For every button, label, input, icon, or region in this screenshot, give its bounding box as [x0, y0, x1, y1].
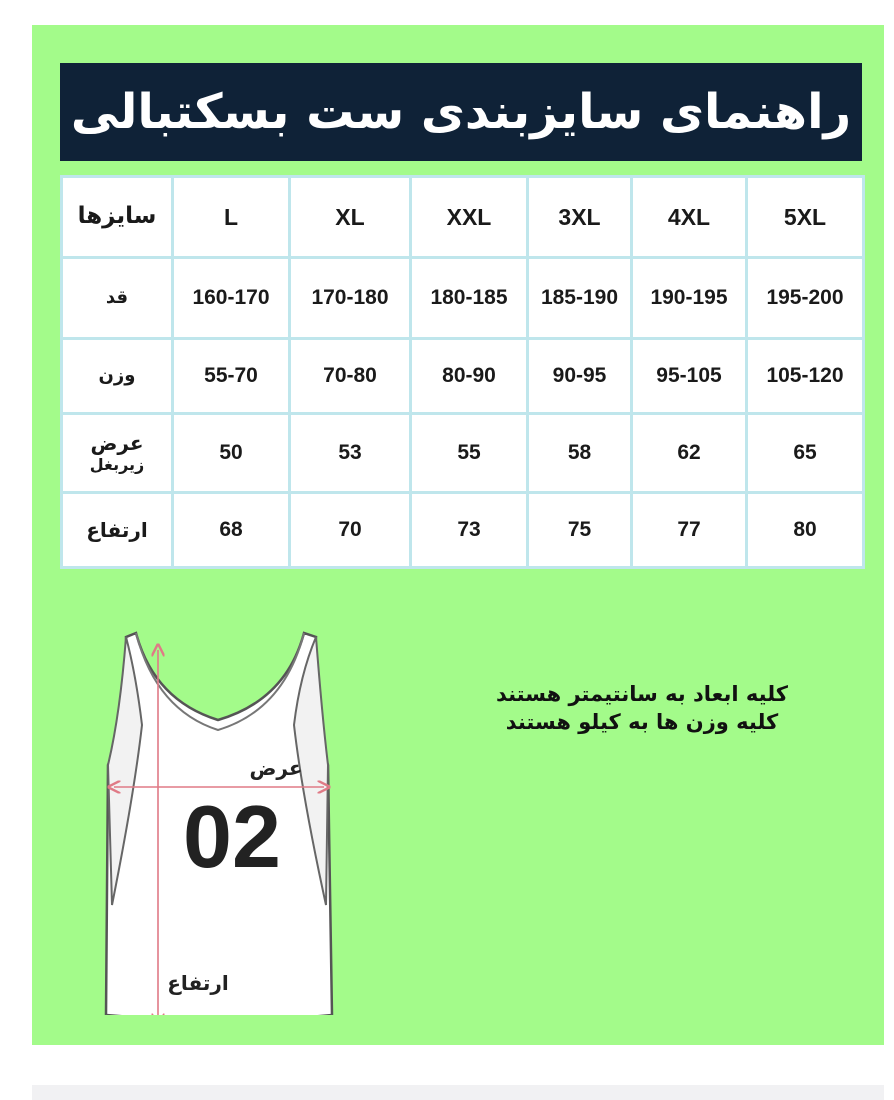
table-cell: 68: [173, 493, 290, 568]
note-line-weight: کلیه وزن ها به کیلو هستند: [505, 710, 779, 734]
measurement-notes: [442, 680, 842, 736]
size-header: L: [173, 177, 290, 258]
jersey-height-label: ارتفاع: [167, 971, 229, 995]
table-cell: 55: [411, 414, 528, 493]
table-cell: 180-185: [411, 258, 528, 339]
row-label: وزن: [62, 339, 173, 414]
table-cell: 77: [632, 493, 747, 568]
table-cell: 105-120: [747, 339, 864, 414]
table-header-row: [62, 177, 864, 258]
table-cell: 190-195: [632, 258, 747, 339]
row-label: [62, 414, 173, 493]
row-label-line1: عرض: [90, 431, 144, 456]
table-cell: 185-190: [528, 258, 632, 339]
row-label: قد: [62, 258, 173, 339]
note-line-units: کلیه ابعاد به سانتیمتر هستند: [495, 682, 789, 706]
table-cell: 73: [411, 493, 528, 568]
table-row-height: [62, 258, 864, 339]
table-row-length: [62, 493, 864, 568]
jersey-illustration: [96, 605, 336, 1015]
table-cell: 80: [747, 493, 864, 568]
table-cell: 70-80: [290, 339, 411, 414]
table-cell: 53: [290, 414, 411, 493]
size-header: XXL: [411, 177, 528, 258]
table-cell: 55-70: [173, 339, 290, 414]
size-guide-panel: [32, 25, 884, 1045]
size-table: [60, 175, 865, 569]
table-cell: 170-180: [290, 258, 411, 339]
size-header: 4XL: [632, 177, 747, 258]
size-header: 5XL: [747, 177, 864, 258]
table-cell: 75: [528, 493, 632, 568]
table-cell: 80-90: [411, 339, 528, 414]
table-cell: 160-170: [173, 258, 290, 339]
footer-strip: [32, 1085, 884, 1100]
table-cell: 70: [290, 493, 411, 568]
table-cell: 58: [528, 414, 632, 493]
table-cell: 65: [747, 414, 864, 493]
row-label-line2: زیربغل: [89, 455, 145, 475]
size-header: 3XL: [528, 177, 632, 258]
table-cell: 195-200: [747, 258, 864, 339]
page-title: راهنمای سایزبندی ست بسکتبالی: [60, 63, 862, 161]
jersey-width-label: عرض: [249, 756, 303, 780]
table-cell: 95-105: [632, 339, 747, 414]
table-row-weight: [62, 339, 864, 414]
table-corner-label: سایزها: [62, 177, 173, 258]
table-row-chest-width: [62, 414, 864, 493]
table-cell: 90-95: [528, 339, 632, 414]
table-cell: 62: [632, 414, 747, 493]
size-header: XL: [290, 177, 411, 258]
jersey-number: 02: [183, 787, 281, 886]
row-label: ارتفاع: [62, 493, 173, 568]
table-cell: 50: [173, 414, 290, 493]
